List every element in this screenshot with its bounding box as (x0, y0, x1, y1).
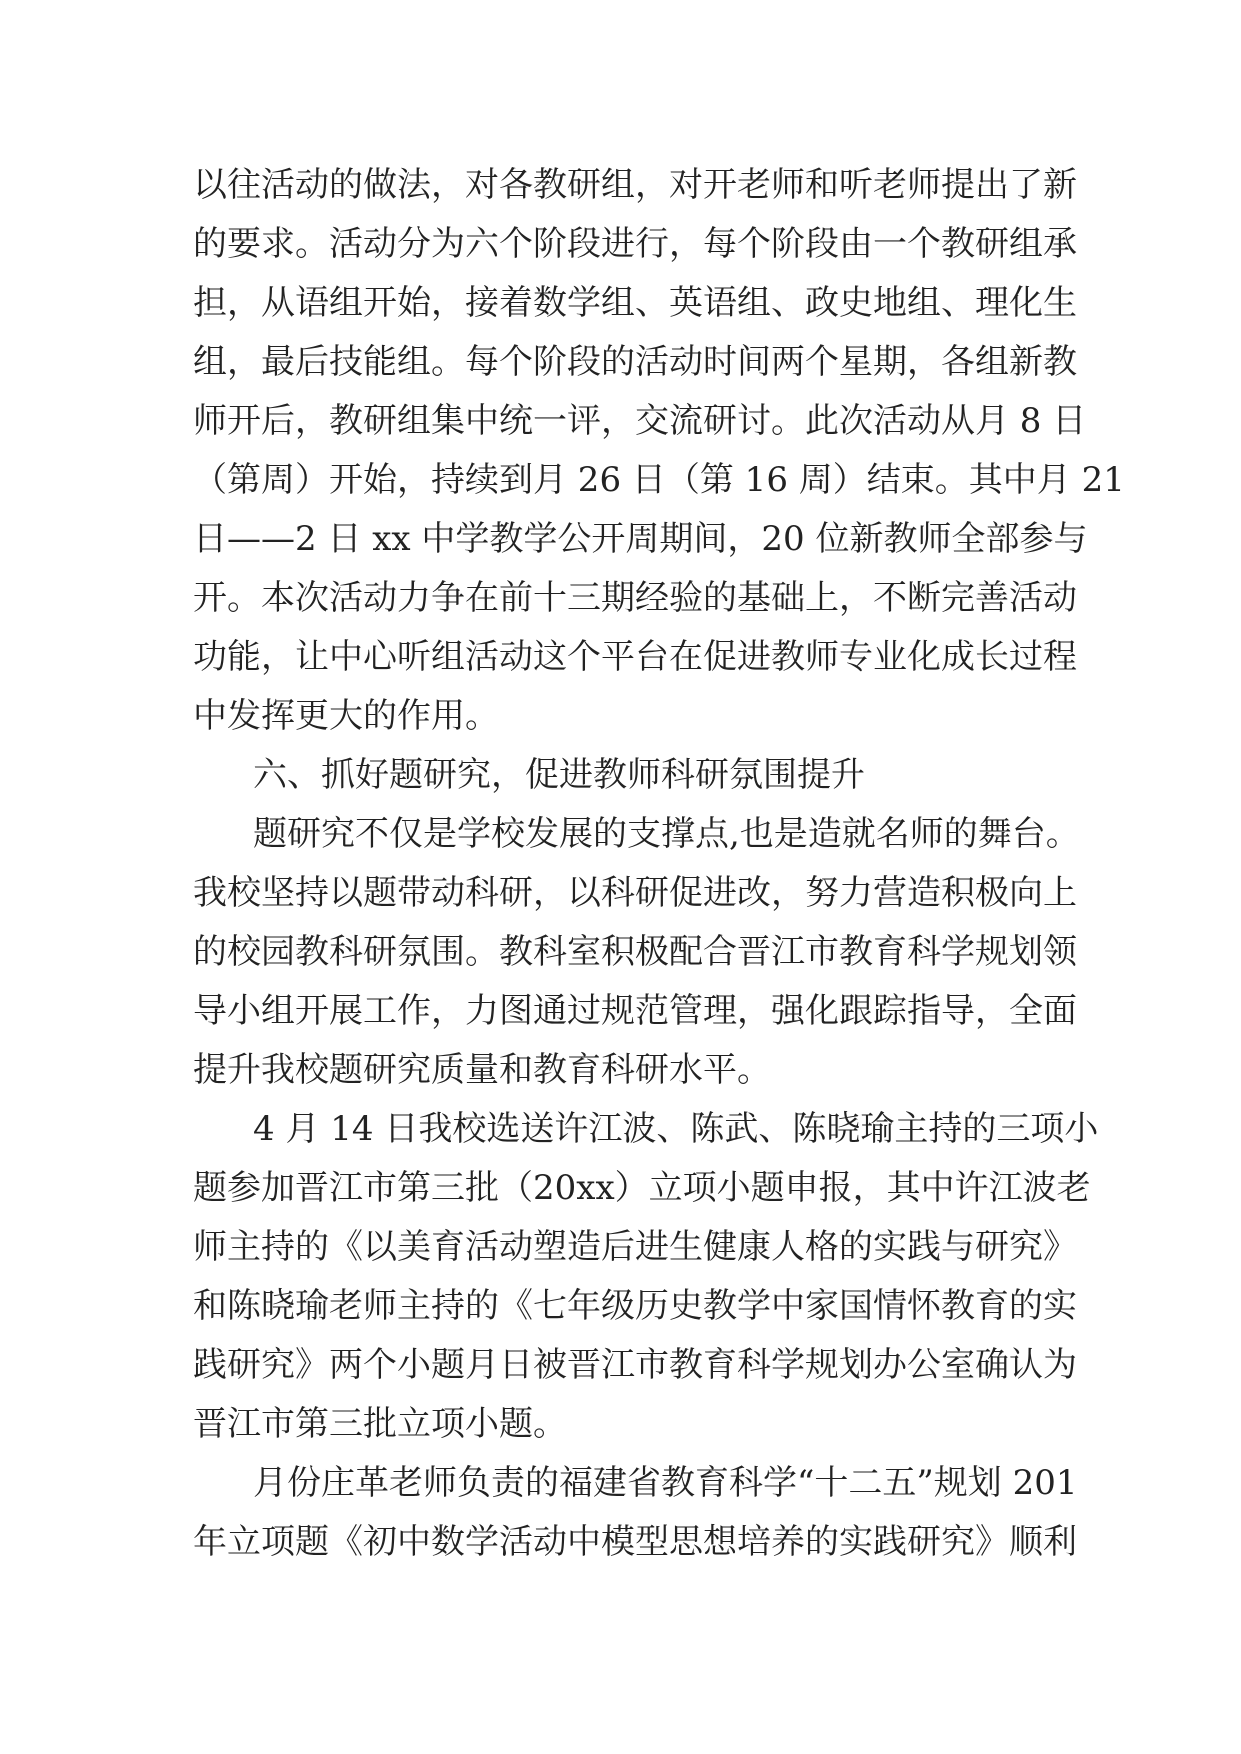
section-heading: 六、抓好题研究，促进教师科研氛围提升 (253, 755, 865, 795)
text-line: 题参加晋江市第三批（20xx）立项小题申报，其中许江波老 (193, 1168, 1091, 1208)
text-line: 师开后，教研组集中统一评，交流研讨。此次活动从月 8 日 (193, 401, 1087, 441)
text-line: 4 月 14 日我校选送许江波、陈武、陈晓瑜主持的三项小 (253, 1109, 1099, 1149)
text-line: 组，最后技能组。每个阶段的活动时间两个星期，各组新教 (193, 342, 1077, 382)
text-line: 的要求。活动分为六个阶段进行，每个阶段由一个教研组承 (193, 224, 1077, 264)
text-line: 我校坚持以题带动科研，以科研促进改，努力营造积极向上 (193, 873, 1077, 913)
text-line: 年立项题《初中数学活动中模型思想培养的实践研究》顺利 (193, 1522, 1077, 1562)
text-line: 中发挥更大的作用。 (193, 696, 499, 736)
document-body (193, 156, 1125, 1572)
text-line: 践研究》两个小题月日被晋江市教育科学规划办公室确认为 (193, 1345, 1077, 1385)
text-line: 功能，让中心听组活动这个平台在促进教师专业化成长过程 (193, 637, 1077, 677)
text-line: 和陈晓瑜老师主持的《七年级历史教学中家国情怀教育的实 (193, 1286, 1077, 1326)
text-line: 月份庄革老师负责的福建省教育科学“十二五”规划 201 (253, 1463, 1078, 1503)
text-line: 晋江市第三批立项小题。 (193, 1404, 567, 1444)
text-line: 担，从语组开始，接着数学组、英语组、政史地组、理化生 (193, 283, 1077, 323)
text-line: 师主持的《以美育活动塑造后进生健康人格的实践与研究》 (193, 1227, 1077, 1267)
text-line: 提升我校题研究质量和教育科研水平。 (193, 1050, 771, 1090)
text-line: 日——2 日 xx 中学教学公开周期间，20 位新教师全部参与 (193, 519, 1088, 559)
text-line: 的校园教科研氛围。教科室积极配合晋江市教育科学规划领 (193, 932, 1077, 972)
text-line: 导小组开展工作，力图通过规范管理，强化跟踪指导，全面 (193, 991, 1077, 1031)
text-line: 以往活动的做法，对各教研组，对开老师和听老师提出了新 (193, 165, 1077, 205)
text-line: 题研究不仅是学校发展的支撑点,也是造就名师的舞台。 (253, 814, 1080, 854)
text-line: （第周）开始，持续到月 26 日（第 16 周）结束。其中月 21 (193, 460, 1125, 500)
text-line: 开。本次活动力争在前十三期经验的基础上，不断完善活动 (193, 578, 1077, 618)
